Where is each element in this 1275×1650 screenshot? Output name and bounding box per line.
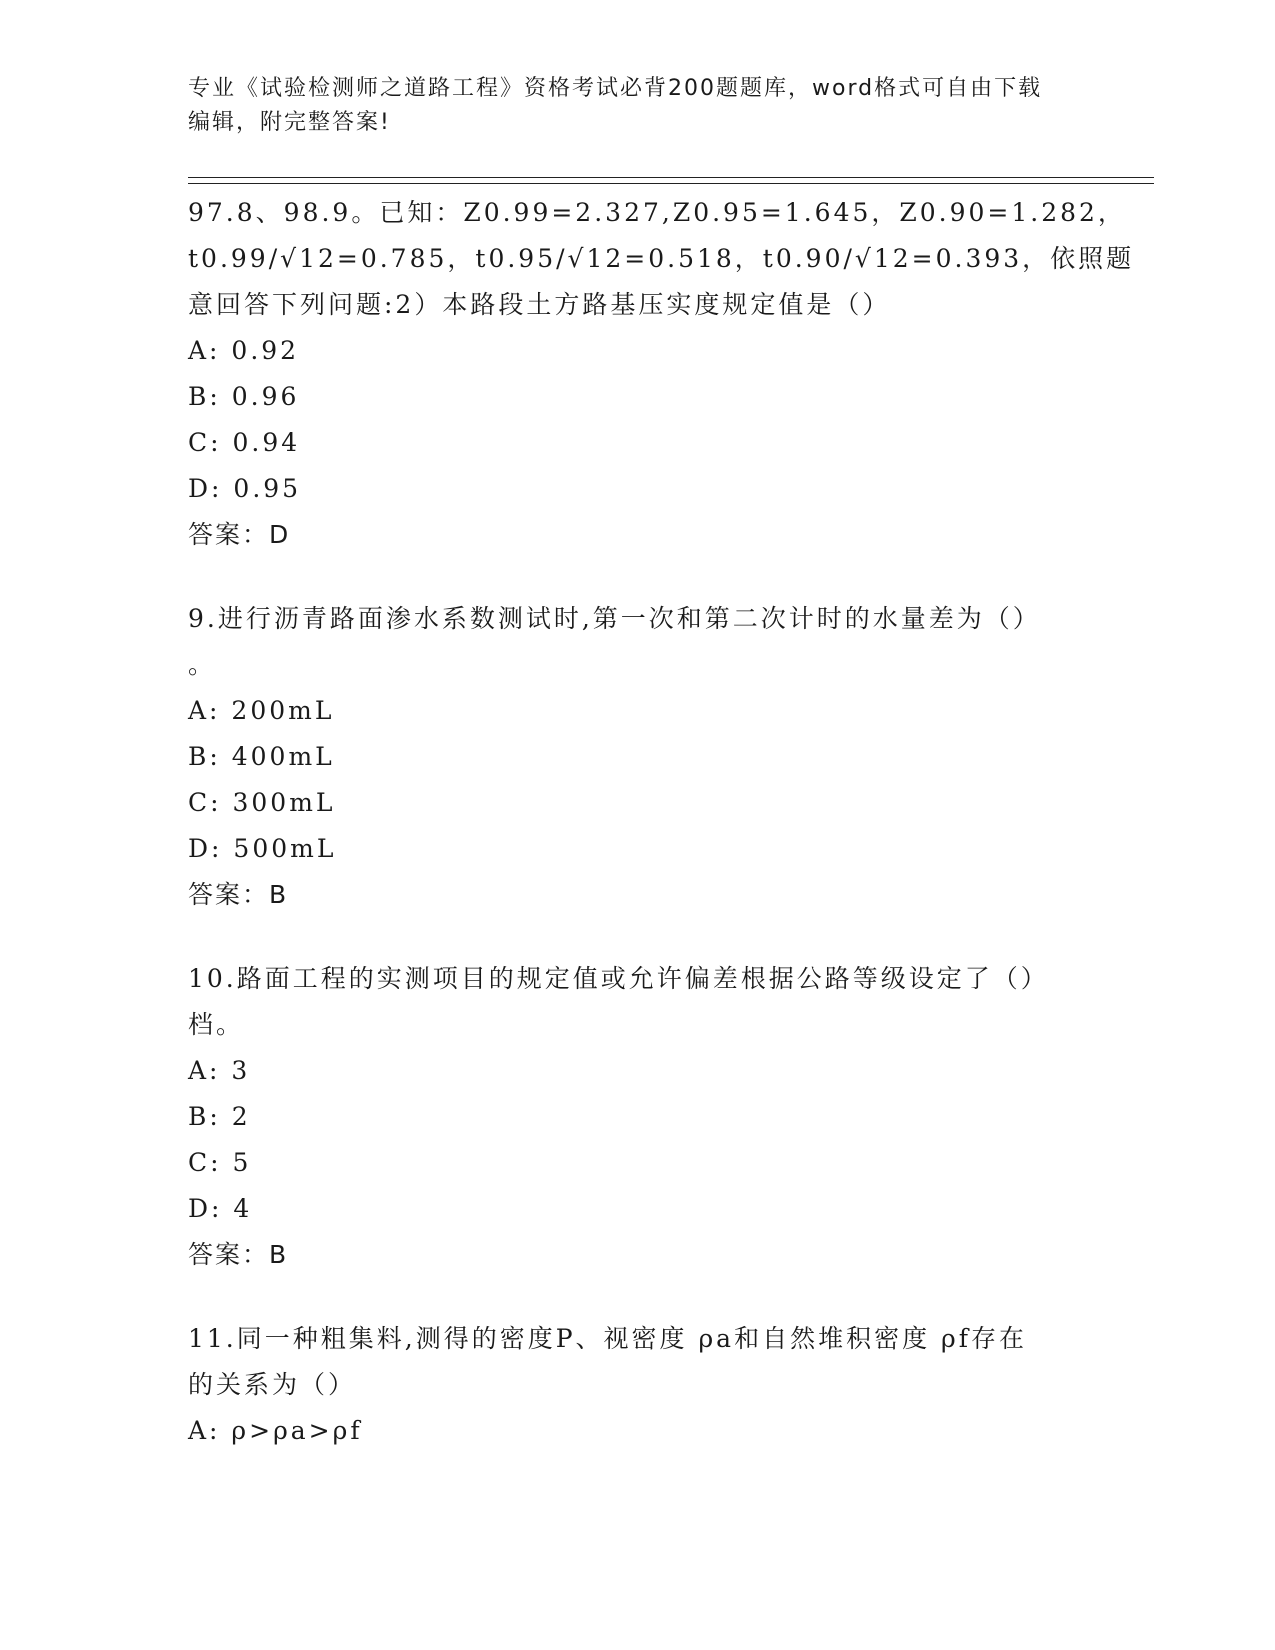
option-c: C: 5 [188, 1148, 252, 1177]
option-a: A: ρ>ρa>ρf [188, 1416, 363, 1445]
header-title-line-1: 专业《试验检测师之道路工程》资格考试必背200题题库，word格式可自由下载 [188, 76, 1043, 101]
question-list [188, 190, 1135, 1454]
question-text-line: 档。 [188, 1010, 245, 1039]
option-a: A: 200mL [188, 696, 335, 725]
option-d: D: 500mL [188, 834, 337, 863]
question-11 [188, 1316, 1088, 1454]
answer-label: 答案：B [188, 1240, 289, 1269]
question-text-line: 的关系为（） [188, 1370, 357, 1399]
option-c: C: 0.94 [188, 428, 301, 457]
option-c: C: 300mL [188, 788, 336, 817]
question-8-continued [188, 190, 1135, 558]
option-b: B: 400mL [188, 742, 335, 771]
question-text-line: t0.99/√12=0.785，t0.95/√12=0.518，t0.90/√12=0.393，依照题 [188, 244, 1135, 273]
option-d: D: 4 [188, 1194, 253, 1223]
answer-label: 答案：B [188, 880, 289, 909]
option-a: A: 3 [188, 1056, 251, 1085]
question-text-line: 11.同一种粗集料,测得的密度P、视密度 ρa和自然堆积密度 ρf存在 [188, 1324, 1027, 1353]
header-divider-bottom [188, 183, 1154, 184]
option-a: A: 0.92 [188, 336, 300, 365]
option-b: B: 2 [188, 1102, 251, 1131]
question-text-line: 10.路面工程的实测项目的规定值或允许偏差根据公路等级设定了（） [188, 964, 1049, 993]
option-d: D: 0.95 [188, 474, 302, 503]
question-10 [188, 956, 1088, 1278]
question-text-line: 9.进行沥青路面渗水系数测试时,第一次和第二次计时的水量差为（） [188, 604, 1041, 633]
header-title-line-2: 编辑，附完整答案! [188, 110, 391, 135]
header-divider-top [188, 177, 1154, 178]
question-text-line: 。 [188, 650, 217, 679]
answer-label: 答案：D [188, 520, 291, 549]
option-b: B: 0.96 [188, 382, 300, 411]
question-9 [188, 596, 1088, 918]
document-header [188, 72, 1088, 140]
question-text-line: 意回答下列问题:2）本路段土方路基压实度规定值是（） [188, 290, 891, 319]
question-text-line: 97.8、98.9。已知：Z0.99=2.327,Z0.95=1.645，Z0.90=1.282， [188, 198, 1126, 227]
